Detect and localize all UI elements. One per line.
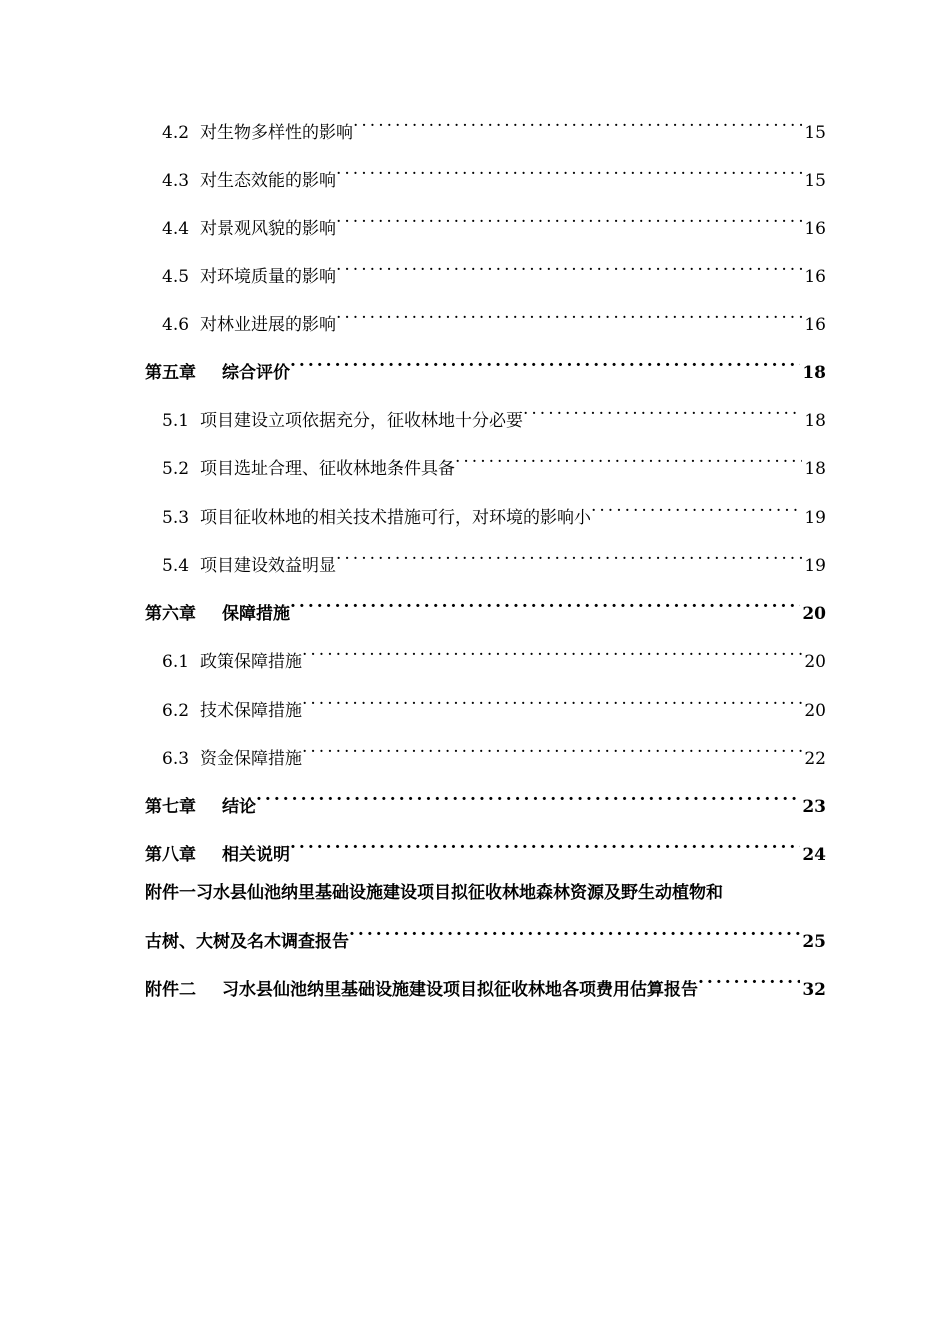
toc-chapter-entry[interactable] <box>145 782 826 817</box>
toc-entry[interactable] <box>162 300 826 335</box>
page-number: 23 <box>802 797 826 817</box>
toc-entry[interactable] <box>162 444 826 479</box>
page-number: 18 <box>804 411 826 431</box>
dot-leader <box>302 637 802 667</box>
chapter-number: 第八章 <box>145 845 196 865</box>
section-title: 项目建设效益明显 <box>200 556 336 576</box>
page-number: 20 <box>804 701 826 721</box>
toc-appendix-entry[interactable] <box>145 965 826 1000</box>
page-number: 19 <box>804 556 826 576</box>
section-number: 4.3 <box>162 171 190 191</box>
toc-chapter-entry[interactable] <box>145 589 826 624</box>
toc-entry[interactable] <box>162 252 826 287</box>
toc-entry[interactable] <box>162 204 826 239</box>
dot-leader <box>336 252 802 282</box>
page-number: 16 <box>804 315 826 335</box>
chapter-number: 第六章 <box>145 604 196 624</box>
appendix-title-continued: 古树、大树及名木调查报告 <box>145 932 349 952</box>
dot-leader <box>349 917 800 947</box>
section-number: 6.2 <box>162 701 190 721</box>
section-number: 5.2 <box>162 459 190 479</box>
chapter-title: 综合评价 <box>222 363 290 383</box>
toc-entry[interactable] <box>162 637 826 672</box>
section-number: 4.5 <box>162 267 190 287</box>
dot-leader <box>698 965 800 995</box>
section-title: 对生态效能的影响 <box>200 171 336 191</box>
section-title: 项目建设立项依据充分，征收林地十分必要 <box>200 411 523 431</box>
dot-leader <box>591 493 802 523</box>
section-title: 对生物多样性的影响 <box>200 123 353 143</box>
toc-entry[interactable] <box>162 734 826 769</box>
chapter-title: 保障措施 <box>222 604 290 624</box>
dot-leader <box>290 830 800 860</box>
section-title: 对林业进展的影响 <box>200 315 336 335</box>
page-number: 16 <box>804 219 826 239</box>
section-number: 4.4 <box>162 219 190 239</box>
dot-leader <box>290 589 800 619</box>
toc-appendix-entry[interactable] <box>145 878 826 908</box>
section-number: 5.1 <box>162 411 190 431</box>
dot-leader <box>302 734 802 764</box>
page-number: 18 <box>804 459 826 479</box>
section-number: 4.6 <box>162 315 190 335</box>
page-number: 16 <box>804 267 826 287</box>
section-number: 4.2 <box>162 123 190 143</box>
page-number: 24 <box>802 845 826 865</box>
page-number: 25 <box>802 932 826 952</box>
section-title: 对环境质量的影响 <box>200 267 336 287</box>
dot-leader <box>336 541 802 571</box>
dot-leader <box>336 300 802 330</box>
toc-entry[interactable] <box>162 396 826 431</box>
section-title: 技术保障措施 <box>200 701 302 721</box>
chapter-number: 第五章 <box>145 363 196 383</box>
section-title: 项目征收林地的相关技术措施可行，对环境的影响小 <box>200 508 591 528</box>
toc-entry[interactable] <box>162 156 826 191</box>
dot-leader <box>290 348 800 378</box>
dot-leader <box>523 396 802 426</box>
appendix-number: 附件一 <box>145 883 196 903</box>
toc-chapter-entry[interactable] <box>145 348 826 383</box>
dot-leader <box>256 782 800 812</box>
page-number: 20 <box>802 604 826 624</box>
toc-appendix-entry-continued[interactable] <box>145 917 826 952</box>
section-title: 对景观风貌的影响 <box>200 219 336 239</box>
dot-leader <box>353 108 802 138</box>
chapter-title: 相关说明 <box>222 845 290 865</box>
section-number: 5.4 <box>162 556 190 576</box>
toc-entry[interactable] <box>162 108 826 143</box>
toc-entry[interactable] <box>162 686 826 721</box>
dot-leader <box>455 444 802 474</box>
appendix-title: 习水县仙池纳里基础设施建设项目拟征收林地各项费用估算报告 <box>222 980 698 1000</box>
page-number: 18 <box>802 363 826 383</box>
section-number: 6.3 <box>162 749 190 769</box>
appendix-title: 习水县仙池纳里基础设施建设项目拟征收林地森林资源及野生动植物和 <box>196 883 723 903</box>
section-title: 项目选址合理、征收林地条件具备 <box>200 459 455 479</box>
page-number: 20 <box>804 652 826 672</box>
toc-entry[interactable] <box>162 541 826 576</box>
section-number: 6.1 <box>162 652 190 672</box>
chapter-title: 结论 <box>222 797 256 817</box>
section-title: 资金保障措施 <box>200 749 302 769</box>
chapter-number: 第七章 <box>145 797 196 817</box>
page-number: 15 <box>804 123 826 143</box>
dot-leader <box>336 204 802 234</box>
dot-leader <box>302 686 802 716</box>
page-number: 19 <box>804 508 826 528</box>
appendix-number: 附件二 <box>145 980 196 1000</box>
toc-entry[interactable] <box>162 493 826 528</box>
page-number: 22 <box>804 749 826 769</box>
section-title: 政策保障措施 <box>200 652 302 672</box>
section-number: 5.3 <box>162 508 190 528</box>
toc-chapter-entry[interactable] <box>145 830 826 865</box>
page-number: 15 <box>804 171 826 191</box>
dot-leader <box>336 156 802 186</box>
page-number: 32 <box>802 980 826 1000</box>
